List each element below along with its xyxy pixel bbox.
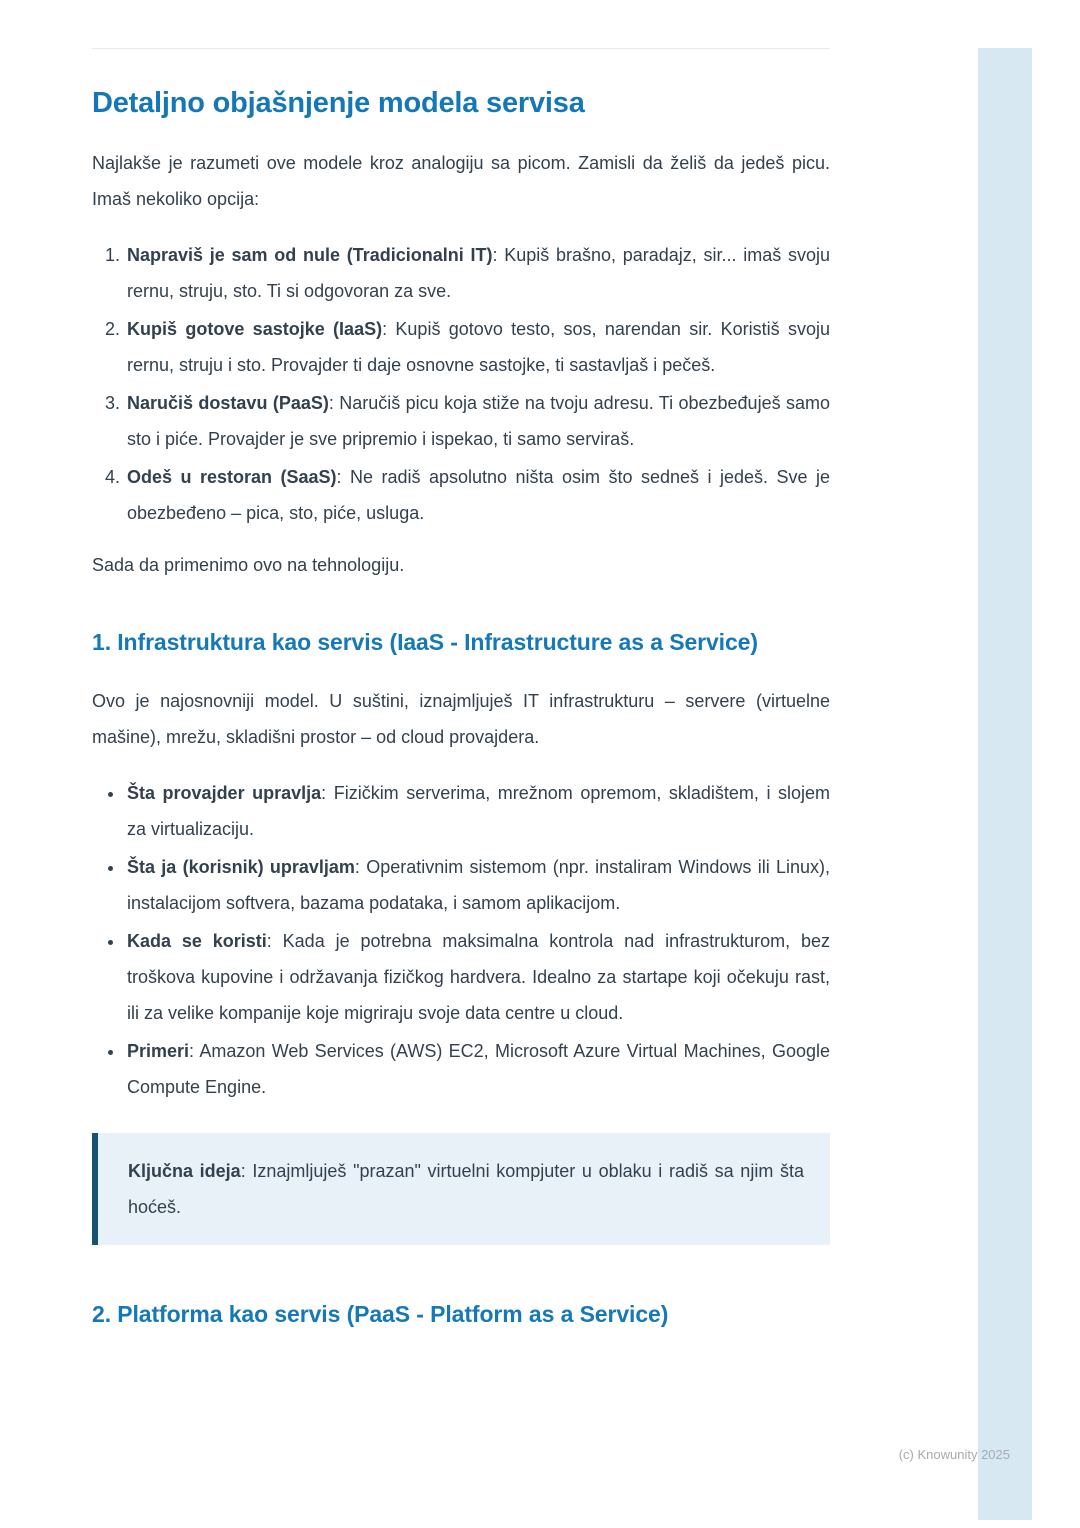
copyright-footer: (c) Knowunity 2025 <box>898 1447 1010 1462</box>
document-content <box>92 0 830 1331</box>
list-item-lead: Šta provajder upravlja <box>127 783 322 803</box>
list-item-lead: Šta ja (korisnik) upravljam <box>127 857 355 877</box>
section-1-paragraph: Ovo je najosnovniji model. U suštini, iznajmljuješ IT infrastrukturu – servere (virtuelne mašine), mrežu, skladišni prostor – od cloud provajdera. <box>92 691 830 747</box>
callout-lead: Ključna ideja <box>128 1161 241 1181</box>
section-1-heading: 1. Infrastruktura kao servis (IaaS - Infrastructure as a Service) <box>92 629 758 655</box>
list-item-lead: Kupiš gotove sastojke (IaaS) <box>127 319 383 339</box>
list-item-text: : Kada je potrebna maksimalna kontrola nad infrastrukturom, bez troškova kupovine i održavanja fizičkog hardvera. Idealno za startape koji očekuju rast, ili za velike kompanije koje migriraju svoje data centre u cloud. <box>127 931 830 1023</box>
list-item-lead: Odeš u restoran (SaaS) <box>127 467 337 487</box>
list-item <box>125 775 830 847</box>
list-item-text: : Naručiš picu koja stiže na tvoju adresu. Ti obezbeđuješ samo sto i piće. Provajder je sve pripremio i ispekao, ti samo serviraš. <box>127 393 830 449</box>
scrollbar-track[interactable] <box>978 48 1032 1520</box>
iaas-details-list <box>92 775 830 1105</box>
intro-paragraph: Najlakše je razumeti ove modele kroz analogiju sa picom. Zamisli da želiš da jedeš picu. Imaš nekoliko opcija: <box>92 153 830 209</box>
list-item <box>125 237 830 309</box>
list-item-lead: Primeri <box>127 1041 190 1061</box>
callout-text <box>128 1153 804 1225</box>
callout-body: : Iznajmljuješ "prazan" virtuelni kompjuter u oblaku i radiš sa njim šta hoćeš. <box>128 1161 804 1217</box>
list-item <box>125 923 830 1031</box>
list-item-text: : Fizičkim serverima, mrežnom opremom, skladištem, i slojem za virtualizaciju. <box>127 783 831 839</box>
list-item-text: : Operativnim sistemom (npr. instaliram Windows ili Linux), instalacijom softvera, bazama podataka, i samom aplikacijom. <box>127 857 830 913</box>
pizza-analogy-list <box>92 237 830 531</box>
key-idea-callout <box>92 1133 830 1245</box>
list-item <box>125 849 830 921</box>
page-title: Detaljno objašnjenje modela servisa <box>92 87 585 119</box>
list-item <box>125 311 830 383</box>
list-item <box>125 1033 830 1105</box>
transition-paragraph: Sada da primenimo ovo na tehnologiju. <box>92 555 405 575</box>
list-item-lead: Naručiš dostavu (PaaS) <box>127 393 329 413</box>
list-item-text: : Kupiš gotovo testo, sos, narendan sir. Koristiš svoju rernu, struju i sto. Provajder ti daje osnovne sastojke, ti sastavljaš i pečeš. <box>127 319 830 375</box>
list-item-text: : Kupiš brašno, paradajz, sir... imaš svoju rernu, struju, sto. Ti si odgovoran za sve. <box>127 245 830 301</box>
list-item <box>125 385 830 457</box>
list-item <box>125 459 830 531</box>
list-item-lead: Napraviš je sam od nule (Tradicionalni IT) <box>127 245 493 265</box>
list-item-text: : Amazon Web Services (AWS) EC2, Microsoft Azure Virtual Machines, Google Compute Engine. <box>127 1041 830 1097</box>
list-item-lead: Kada se koristi <box>127 931 267 951</box>
section-2-heading: 2. Platforma kao servis (PaaS - Platform as a Service) <box>92 1301 669 1327</box>
list-item-text: : Ne radiš apsolutno ništa osim što sedneš i jedeš. Sve je obezbeđeno – pica, sto, piće, usluga. <box>127 467 830 523</box>
